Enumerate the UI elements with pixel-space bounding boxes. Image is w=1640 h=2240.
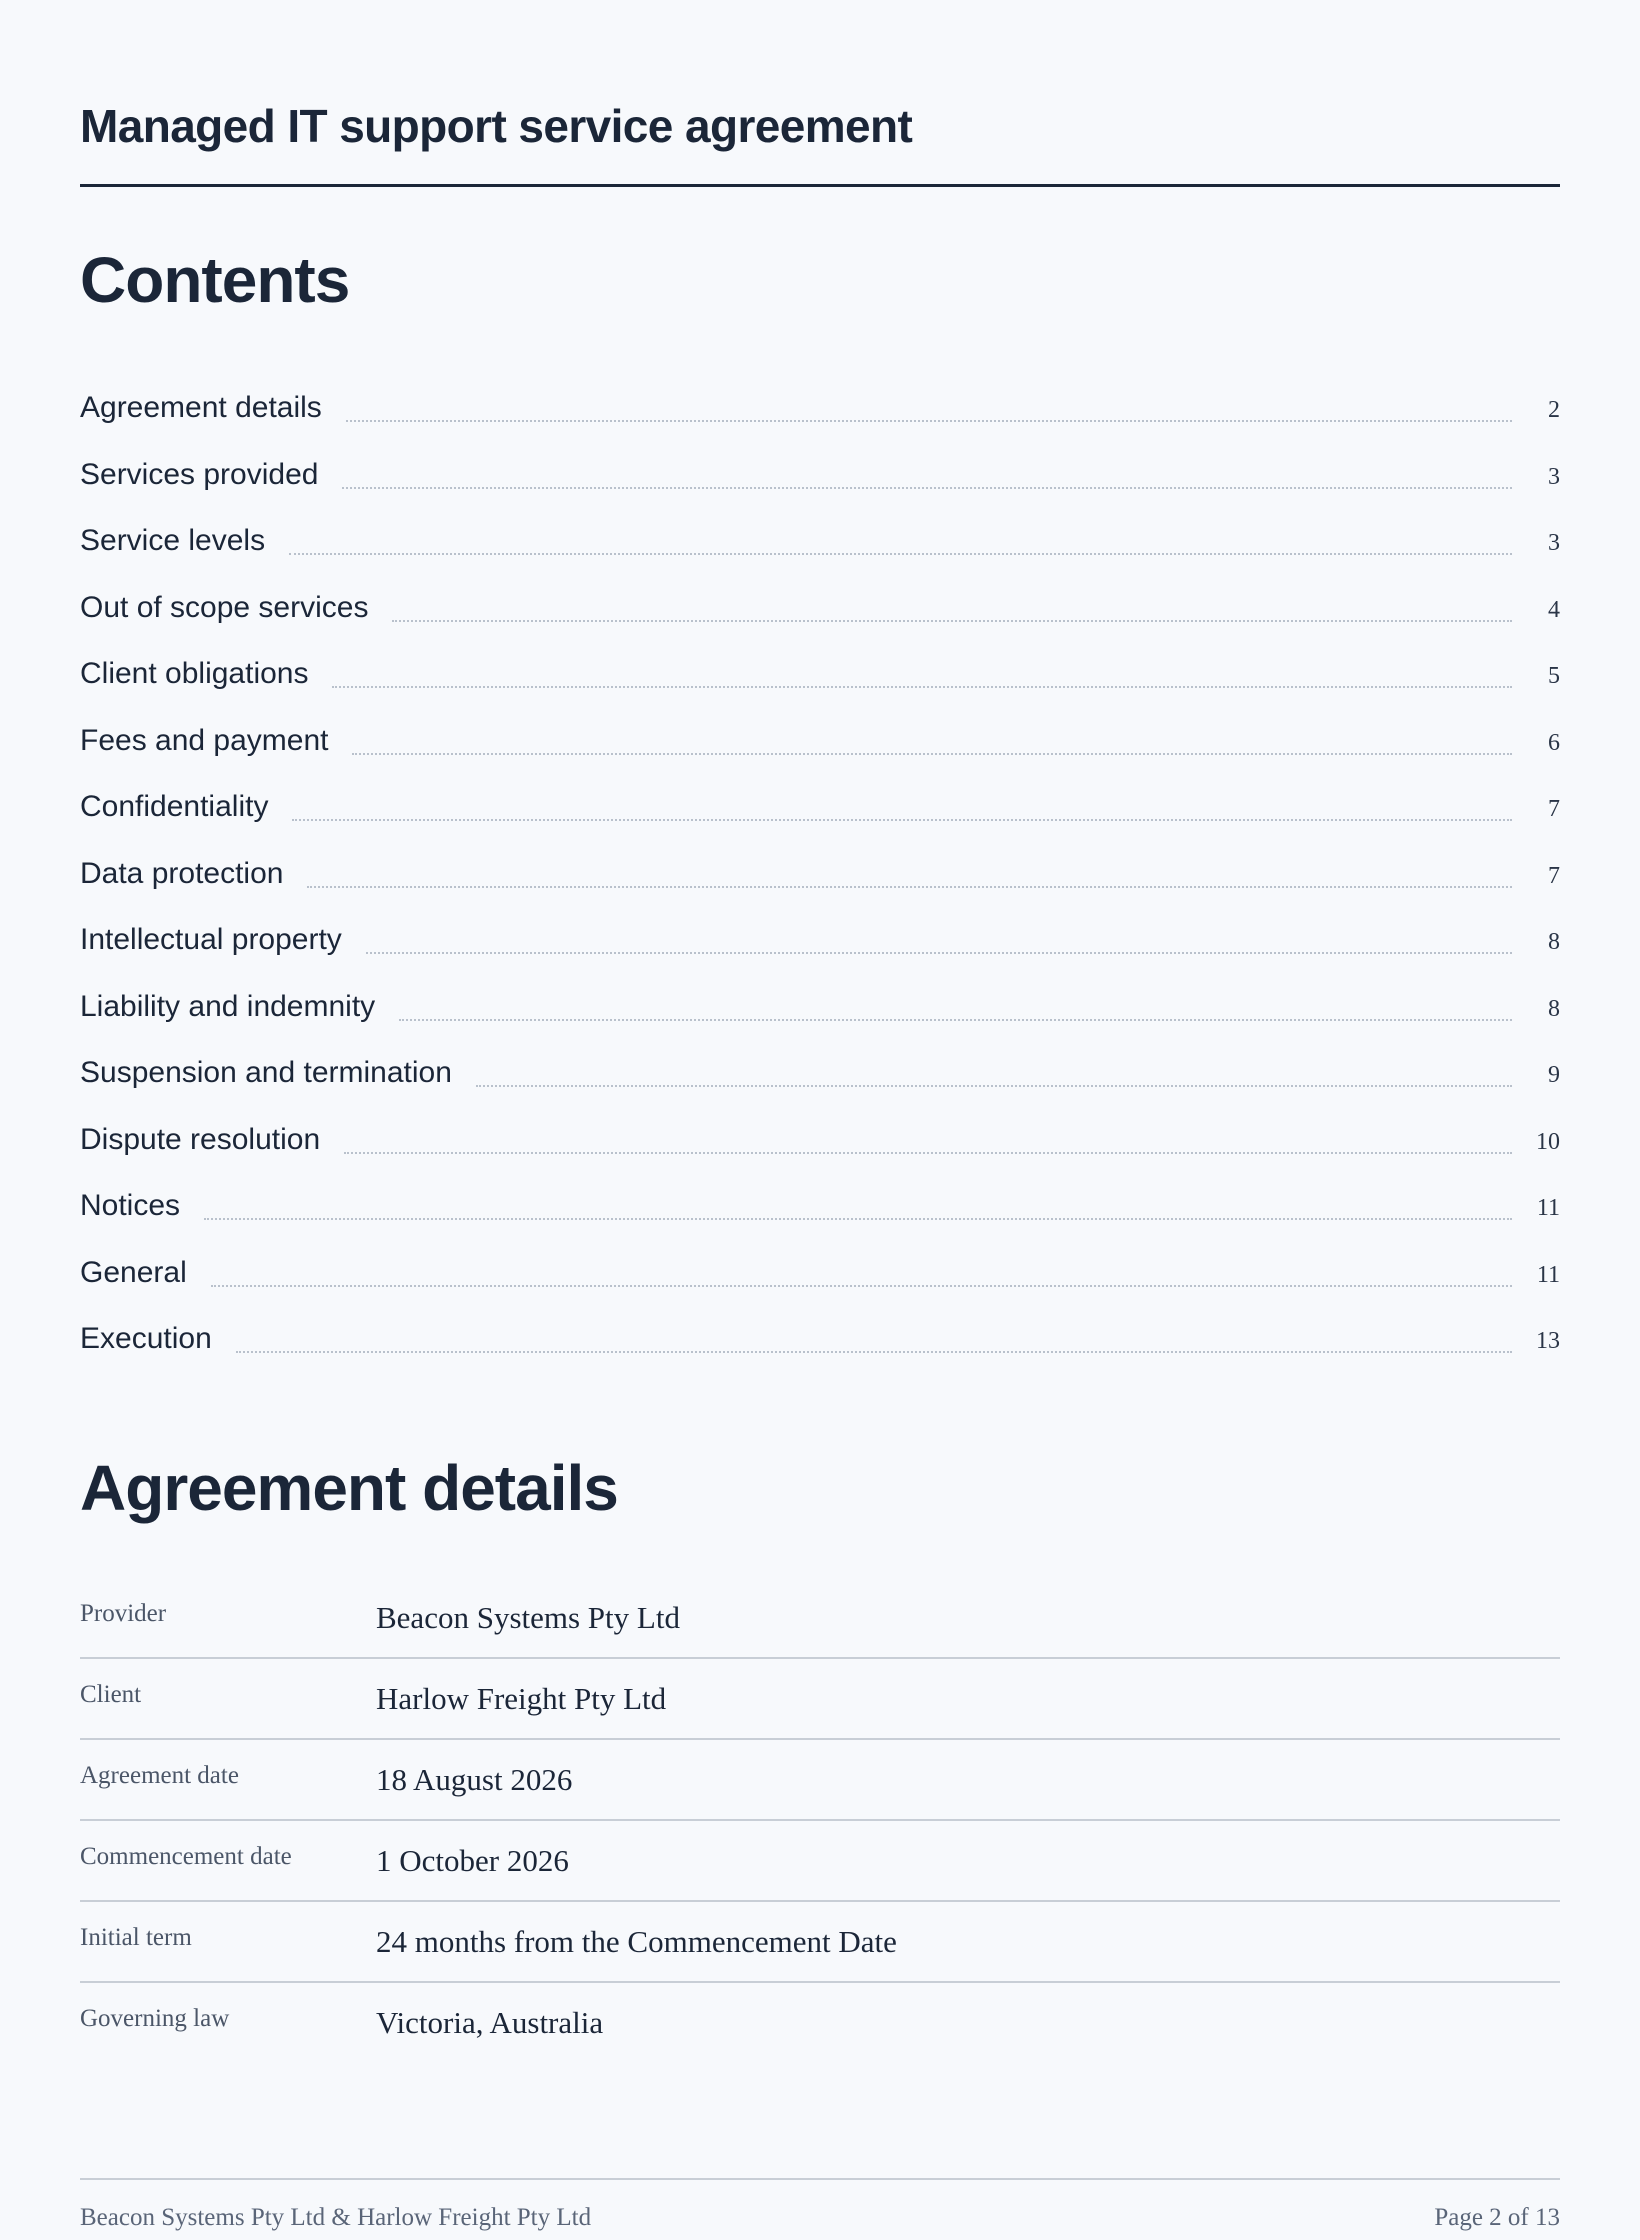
- toc-entry[interactable]: [80, 711, 1560, 778]
- detail-value: Harlow Freight Pty Ltd: [376, 1681, 667, 1716]
- toc-entry[interactable]: [80, 1309, 1560, 1376]
- toc-entry-label: Services provided: [80, 457, 319, 491]
- toc-entry[interactable]: [80, 578, 1560, 645]
- toc-dot-leader: [292, 819, 1512, 821]
- detail-row-governing-law: [80, 1983, 1560, 2062]
- toc-entry-page: 7: [1548, 796, 1560, 822]
- toc-dot-leader: [236, 1351, 1512, 1353]
- toc-entry-page: 11: [1536, 1195, 1560, 1221]
- detail-value: Victoria, Australia: [376, 2005, 604, 2040]
- toc-entry-label: Notices: [80, 1189, 181, 1222]
- toc-dot-leader: [399, 1019, 1512, 1021]
- detail-row-provider: [80, 1578, 1560, 1659]
- detail-row-agreement-date: [80, 1740, 1560, 1821]
- toc-entry-page: 8: [1548, 929, 1560, 955]
- document-page: [80, 0, 1560, 2240]
- toc-entry[interactable]: [80, 378, 1560, 445]
- detail-row-commencement-date: [80, 1821, 1560, 1902]
- detail-value: Beacon Systems Pty Ltd: [376, 1600, 680, 1635]
- toc-entry[interactable]: [80, 1176, 1560, 1243]
- toc-entry[interactable]: [80, 1243, 1560, 1310]
- toc-dot-leader: [307, 886, 1512, 888]
- detail-row-initial-term: [80, 1902, 1560, 1983]
- footer-page-number: Page 2 of 13: [1434, 2204, 1560, 2231]
- toc-entry-page: 13: [1536, 1328, 1560, 1354]
- toc-entry-label: General: [80, 1255, 187, 1289]
- detail-value: 18 August 2026: [376, 1762, 573, 1797]
- toc-entry[interactable]: [80, 644, 1560, 711]
- toc-dot-leader: [211, 1285, 1512, 1287]
- toc-dot-leader: [332, 686, 1512, 688]
- detail-value: 24 months from the Commencement Date: [376, 1924, 897, 1959]
- footer-divider: [80, 2178, 1560, 2180]
- toc-dot-leader: [344, 1152, 1512, 1154]
- title-divider: [80, 184, 1560, 187]
- detail-row-client: [80, 1659, 1560, 1740]
- toc-entry-label: Intellectual property: [80, 923, 342, 956]
- toc-dot-leader: [476, 1085, 1512, 1087]
- toc-entry-page: 7: [1548, 862, 1560, 889]
- detail-label: Initial term: [80, 1924, 192, 1951]
- detail-label: Agreement date: [80, 1762, 239, 1789]
- toc-entry-label: Dispute resolution: [80, 1122, 321, 1156]
- toc-entry-page: 3: [1548, 530, 1560, 556]
- table-of-contents: [80, 378, 1560, 1378]
- document-title: Managed IT support service agreement: [80, 100, 913, 152]
- toc-entry[interactable]: [80, 777, 1560, 844]
- toc-entry[interactable]: [80, 1110, 1560, 1177]
- detail-label: Commencement date: [80, 1843, 292, 1870]
- toc-dot-leader: [352, 753, 1512, 755]
- agreement-details-table: [80, 1578, 1560, 2062]
- detail-label: Governing law: [80, 2005, 230, 2032]
- toc-entry[interactable]: [80, 910, 1560, 977]
- toc-entry-label: Data protection: [80, 856, 284, 890]
- toc-entry-page: 3: [1548, 463, 1560, 490]
- contents-heading: Contents: [80, 244, 350, 316]
- toc-entry-label: Service levels: [80, 524, 266, 557]
- toc-entry-page: 5: [1548, 663, 1560, 689]
- toc-entry-label: Client obligations: [80, 657, 309, 690]
- toc-entry-page: 4: [1548, 596, 1560, 623]
- toc-entry-label: Out of scope services: [80, 590, 369, 624]
- toc-entry-page: 11: [1536, 1261, 1560, 1288]
- toc-entry[interactable]: [80, 977, 1560, 1044]
- toc-entry[interactable]: [80, 844, 1560, 911]
- toc-entry-page: 8: [1548, 995, 1560, 1022]
- toc-dot-leader: [346, 420, 1512, 422]
- toc-dot-leader: [289, 553, 1512, 555]
- toc-entry[interactable]: [80, 445, 1560, 512]
- footer-parties: Beacon Systems Pty Ltd & Harlow Freight Pty Ltd: [80, 2204, 592, 2231]
- toc-entry[interactable]: [80, 1043, 1560, 1110]
- toc-entry-page: 10: [1536, 1128, 1560, 1155]
- toc-entry-label: Liability and indemnity: [80, 989, 376, 1023]
- toc-dot-leader: [366, 952, 1512, 954]
- toc-entry-label: Suspension and termination: [80, 1056, 452, 1089]
- toc-entry-page: 2: [1548, 397, 1560, 423]
- toc-entry-page: 6: [1548, 729, 1560, 756]
- toc-entry-label: Confidentiality: [80, 790, 269, 823]
- toc-entry[interactable]: [80, 511, 1560, 578]
- toc-dot-leader: [204, 1218, 1512, 1220]
- toc-entry-label: Execution: [80, 1322, 212, 1355]
- detail-label: Provider: [80, 1600, 167, 1627]
- detail-value: 1 October 2026: [376, 1843, 569, 1878]
- agreement-details-heading: Agreement details: [80, 1452, 618, 1524]
- toc-entry-label: Fees and payment: [80, 723, 329, 757]
- detail-label: Client: [80, 1681, 142, 1708]
- toc-dot-leader: [342, 487, 1512, 489]
- toc-entry-page: 9: [1548, 1062, 1560, 1088]
- toc-entry-label: Agreement details: [80, 391, 322, 424]
- toc-dot-leader: [392, 620, 1512, 622]
